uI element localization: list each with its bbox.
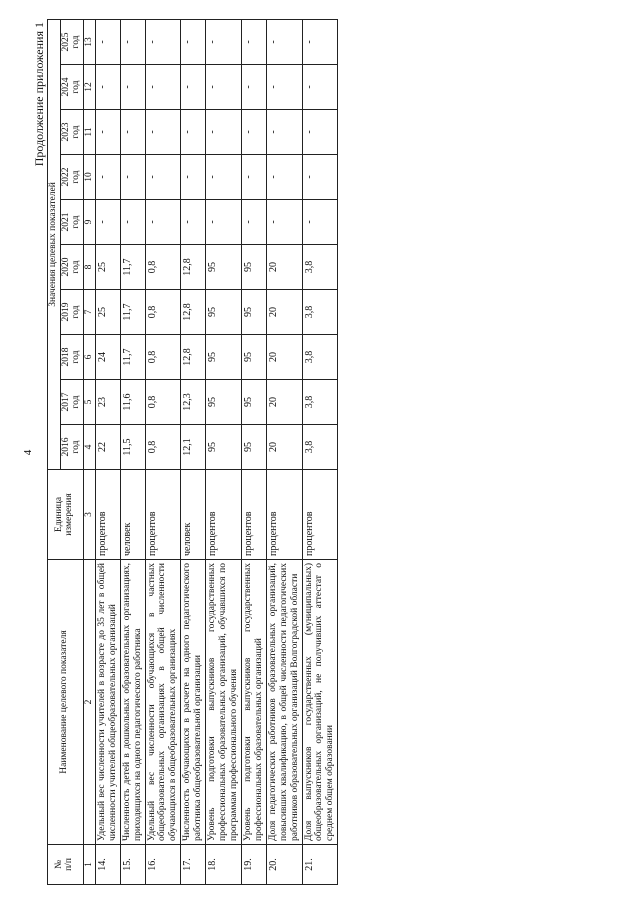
value-cell: - — [266, 155, 302, 200]
column-index-cell: 11 — [83, 110, 95, 155]
value-cell: 20 — [266, 425, 302, 470]
value-cell: - — [181, 155, 206, 200]
column-index-cell: 6 — [83, 335, 95, 380]
unit-cell: человек — [181, 470, 206, 560]
value-cell: 12,8 — [181, 335, 206, 380]
column-index-cell: 12 — [83, 65, 95, 110]
column-index-cell: 1 — [83, 845, 95, 885]
column-index-cell: 2 — [83, 560, 95, 845]
value-cell: 95 — [241, 380, 266, 425]
column-index-cell: 5 — [83, 380, 95, 425]
header-year: 2024 год — [60, 65, 83, 110]
value-cell: - — [302, 155, 338, 200]
unit-cell: процентов — [266, 470, 302, 560]
header-unit: Единица измерения — [48, 470, 84, 560]
value-cell: - — [266, 110, 302, 155]
value-cell: 95 — [206, 380, 242, 425]
value-cell: - — [181, 110, 206, 155]
table-row — [302, 19, 338, 884]
value-cell: 95 — [241, 290, 266, 335]
column-index-cell: 9 — [83, 200, 95, 245]
header-name: Наименование целевого показателя — [48, 560, 84, 845]
table-row — [266, 19, 302, 884]
row-number: 15. — [120, 845, 145, 885]
page-number: 4 — [22, 449, 34, 456]
unit-cell: процентов — [206, 470, 242, 560]
value-cell: - — [181, 200, 206, 245]
value-cell: 25 — [95, 245, 120, 290]
indicator-name: Удельный вес численности обучающихся в частных общеобразовательных организациях в общей численности обучающихся в общеобразовательных организациях — [145, 560, 181, 845]
value-cell: - — [120, 65, 145, 110]
value-cell: 0,8 — [145, 245, 181, 290]
value-cell: - — [266, 200, 302, 245]
value-cell: 0,8 — [145, 380, 181, 425]
value-cell: 95 — [241, 335, 266, 380]
row-number: 16. — [145, 845, 181, 885]
value-cell: 25 — [95, 290, 120, 335]
value-cell: 11,7 — [120, 335, 145, 380]
value-cell: - — [145, 155, 181, 200]
row-number: 14. — [95, 845, 120, 885]
value-cell: - — [206, 155, 242, 200]
value-cell: - — [206, 200, 242, 245]
value-cell: 23 — [95, 380, 120, 425]
column-index-cell: 3 — [83, 470, 95, 560]
row-number: 18. — [206, 845, 242, 885]
indicator-name: Численность обучающихся в расчете на одного педагогического работника общеобразовательной организации — [181, 560, 206, 845]
column-index-cell: 8 — [83, 245, 95, 290]
value-cell: 12,8 — [181, 290, 206, 335]
header-year: 2020 год — [60, 245, 83, 290]
value-cell: 12,3 — [181, 380, 206, 425]
header-year: 2017 год — [60, 380, 83, 425]
indicator-name: Удельный вес численности учителей в возрасте до 35 лет в общей численности учителей общеобразовательных организаций — [95, 560, 120, 845]
value-cell: 20 — [266, 245, 302, 290]
column-index-cell: 7 — [83, 290, 95, 335]
value-cell: 12,8 — [181, 245, 206, 290]
table-row — [95, 19, 120, 884]
indicator-name: Численность детей в дошкольных образовательных организациях, приходящихся на одного педагогического работника — [120, 560, 145, 845]
value-cell: - — [95, 65, 120, 110]
unit-cell: процентов — [241, 470, 266, 560]
indicator-name: Доля выпускников государственных (муниципальных) общеобразовательных организаций, не получивших аттестат о среднем общем образовании — [302, 560, 338, 845]
value-cell: - — [120, 19, 145, 64]
value-cell: 95 — [206, 425, 242, 470]
value-cell: 11,6 — [120, 380, 145, 425]
value-cell: - — [302, 200, 338, 245]
row-number: 19. — [241, 845, 266, 885]
value-cell: 0,8 — [145, 290, 181, 335]
column-index-cell: 10 — [83, 155, 95, 200]
value-cell: 95 — [206, 245, 242, 290]
value-cell: - — [302, 65, 338, 110]
indicators-table — [47, 19, 338, 885]
value-cell: - — [241, 65, 266, 110]
value-cell: - — [145, 200, 181, 245]
value-cell: - — [206, 19, 242, 64]
value-cell: 12,1 — [181, 425, 206, 470]
value-cell: 3,8 — [302, 335, 338, 380]
column-index-cell: 4 — [83, 425, 95, 470]
value-cell: - — [181, 65, 206, 110]
value-cell: - — [120, 200, 145, 245]
indicator-name: Уровень подготовки выпускников государственных профессиональных образовательных организаций, обучавшихся по программам профессионального обучения — [206, 560, 242, 845]
value-cell: - — [145, 110, 181, 155]
value-cell: - — [206, 65, 242, 110]
indicator-name: Уровень подготовки выпускников государственных профессиональных образовательных организаций — [241, 560, 266, 845]
value-cell: 11,7 — [120, 245, 145, 290]
value-cell: - — [241, 110, 266, 155]
header-values-group: Значения целевых показателей — [48, 19, 61, 469]
value-cell: 3,8 — [302, 425, 338, 470]
value-cell: - — [241, 19, 266, 64]
table-row — [241, 19, 266, 884]
value-cell: - — [120, 110, 145, 155]
unit-cell: процентов — [302, 470, 338, 560]
row-number: 21. — [302, 845, 338, 885]
value-cell: - — [145, 19, 181, 64]
value-cell: 20 — [266, 335, 302, 380]
row-number: 17. — [181, 845, 206, 885]
value-cell: - — [181, 19, 206, 64]
unit-cell: процентов — [145, 470, 181, 560]
value-cell: - — [120, 155, 145, 200]
table-row — [181, 19, 206, 884]
value-cell: - — [95, 200, 120, 245]
header-year: 2019 год — [60, 290, 83, 335]
header-year: 2021 год — [60, 200, 83, 245]
header-num: № п/п — [48, 845, 84, 885]
value-cell: 3,8 — [302, 290, 338, 335]
unit-cell: процентов — [95, 470, 120, 560]
value-cell: 95 — [241, 425, 266, 470]
value-cell: - — [302, 19, 338, 64]
value-cell: 11,7 — [120, 290, 145, 335]
value-cell: - — [206, 110, 242, 155]
header-year: 2022 год — [60, 155, 83, 200]
value-cell: 0,8 — [145, 335, 181, 380]
value-cell: 22 — [95, 425, 120, 470]
value-cell: - — [302, 110, 338, 155]
value-cell: 95 — [241, 245, 266, 290]
value-cell: - — [266, 65, 302, 110]
header-year: 2023 год — [60, 110, 83, 155]
table-row — [120, 19, 145, 884]
value-cell: - — [145, 65, 181, 110]
row-number: 20. — [266, 845, 302, 885]
value-cell: 20 — [266, 290, 302, 335]
column-index-cell: 13 — [83, 19, 95, 64]
table-row — [145, 19, 181, 884]
unit-cell: человек — [120, 470, 145, 560]
rotated-page — [20, 20, 620, 885]
value-cell: 3,8 — [302, 245, 338, 290]
value-cell: 95 — [206, 290, 242, 335]
value-cell: 0,8 — [145, 425, 181, 470]
value-cell: - — [95, 19, 120, 64]
value-cell: - — [95, 110, 120, 155]
value-cell: - — [266, 19, 302, 64]
value-cell: 24 — [95, 335, 120, 380]
header-year: 2018 год — [60, 335, 83, 380]
header-year: 2016 год — [60, 425, 83, 470]
value-cell: - — [241, 200, 266, 245]
header-year: 2025 год — [60, 19, 83, 64]
value-cell: 11,5 — [120, 425, 145, 470]
value-cell: 20 — [266, 380, 302, 425]
value-cell: - — [241, 155, 266, 200]
value-cell: 95 — [206, 335, 242, 380]
indicator-name: Доля педагогических работников образовательных организаций, повысивших квалификацию, в общей численности педагогических работников образовательных организаций Волгоградской области — [266, 560, 302, 845]
value-cell: 3,8 — [302, 380, 338, 425]
continuation-note: Продолжение приложения 1 — [32, 22, 46, 167]
table-row — [206, 19, 242, 884]
value-cell: - — [95, 155, 120, 200]
